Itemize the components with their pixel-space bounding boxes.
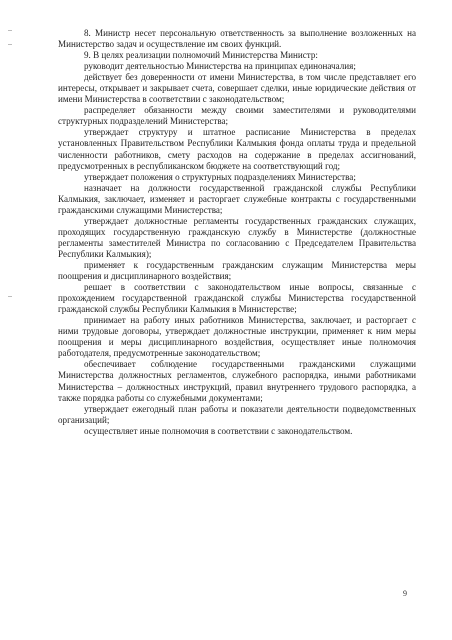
page-number: 9: [403, 589, 407, 598]
paragraph: действует без доверенности от имени Министерства, в том числе представляет его интересы, открывает и закрывает счета, совершает сделки, иные юридические действия от имени Министерства в соответствии с законодательством;: [58, 72, 416, 105]
paragraph: 8. Министр несет персональную ответственность за выполнение возложенных на Министерство задач и осуществление им своих функций.: [58, 28, 416, 50]
paragraph: 9. В целях реализации полномочий Министерства Министр:: [84, 50, 318, 61]
paragraph: решает в соответствии с законодательством иные вопросы, связанные с прохождением государственной гражданской службы Министерства государственной гражданской службы Республики Калмыкия в Министерстве;: [58, 282, 416, 315]
scan-mark: [8, 296, 12, 297]
body-text: [58, 28, 416, 437]
paragraph: утверждает ежегодный план работы и показатели деятельности подведомственных организаций;: [58, 403, 416, 425]
paragraph: осуществляет иные полномочия в соответствии с законодательством.: [84, 425, 353, 436]
paragraph: утверждает должностные регламенты государственных гражданских служащих, проходящих государственную гражданскую службу в Министерстве (должностные регламенты заместителей Министра по согласованию с Председателем Правительства Республики Калмыкия);: [58, 215, 416, 259]
paragraph: обеспечивает соблюдение государственными гражданскими служащими Министерства должностных регламентов, служебного распорядка, иными работниками Министерства – должностных инструкций, правил внутреннего трудового распорядка, а также порядка работы со служебными документами;: [58, 359, 416, 403]
paragraph: утверждает структуру и штатное расписание Министерства в пределах установленных Правительством Республики Калмыкия фонда оплаты труда и предельной численности работников, смету расходов на содержание в пределах ассигнований, предусмотренных в республиканском бюджете на соответствующий год;: [58, 127, 416, 171]
paragraph: распределяет обязанности между своими заместителями и руководителями структурных подразделений Министерства;: [58, 105, 416, 127]
paragraph: руководит деятельностью Министерства на принципах единоначалия;: [84, 61, 356, 72]
paragraph: утверждает положения о структурных подразделениях Министерства;: [84, 171, 356, 182]
paragraph: назначает на должности государственной гражданской службы Республики Калмыкия, заключает, изменяет и расторгает служебные контракты с государственными гражданскими служащими Министерства;: [58, 182, 416, 215]
paragraph: применяет к государственным гражданским служащим Министерства меры поощрения и дисциплинарного воздействия;: [58, 259, 416, 282]
scan-mark: [8, 30, 12, 31]
scan-mark: [8, 44, 12, 45]
paragraph: принимает на работу иных работников Министерства, заключает, и расторгает с ними трудовые договоры, утверждает должностные инструкции, применяет к ним меры поощрения и меры дисциплинарного воздействия, осуществляет иные полномочия работодателя, предусмотренные законодательством;: [58, 315, 416, 359]
